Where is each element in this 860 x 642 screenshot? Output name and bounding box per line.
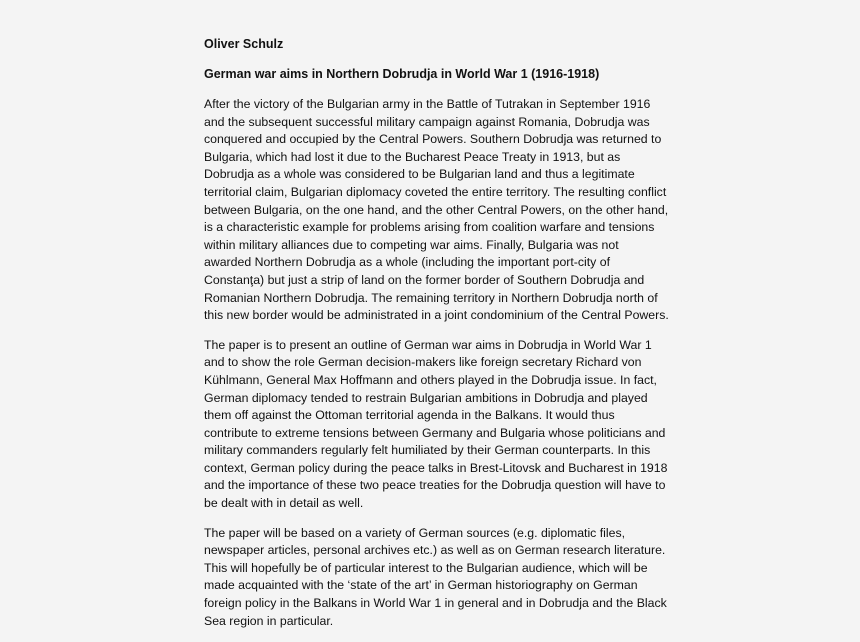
text-line: be dealt with in detail as well.	[204, 496, 364, 511]
text-line: contribute to extreme tensions between Germany and Bulgaria whose politicians and	[204, 425, 666, 440]
text-line: Kühlmann, General Max Hoffmann and others played in the Dobrudja issue. In fact,	[204, 372, 657, 387]
paragraph-1	[204, 96, 674, 325]
text-line: made acquainted with the ‘state of the art’ in German historiography on German	[204, 578, 638, 593]
text-line: Sea region in particular.	[204, 613, 334, 628]
text-line: conquered and occupied by the Central Powers. Southern Dobrudja was returned to	[204, 132, 662, 147]
text-line: Dobrudja as a whole was considered to be Bulgarian land and thus a legitimate	[204, 167, 635, 182]
text-line: is a characteristic example for problems arising from coalition warfare and tensions	[204, 220, 655, 235]
text-line: This will hopefully be of particular interest to the Bulgarian audience, which will be	[204, 560, 648, 575]
text-line: The paper will be based on a variety of German sources (e.g. diplomatic files,	[204, 525, 626, 540]
document-title: German war aims in Northern Dobrudja in World War 1 (1916-1918)	[204, 67, 600, 81]
text-line: Bulgaria, which had lost it due to the Bucharest Peace Treaty in 1913, but as	[204, 149, 621, 164]
text-line: between Bulgaria, on the one hand, and the other Central Powers, on the other hand,	[204, 202, 669, 217]
text-line: Constanţa) but just a strip of land on the former border of Southern Dobrudja and	[204, 272, 645, 287]
paragraph-3	[204, 525, 674, 631]
text-line: context, German policy during the peace talks in Brest-Litovsk and Bucharest in 1918	[204, 460, 668, 475]
text-line: foreign policy in the Balkans in World War 1 in general and in Dobrudja and the Black	[204, 596, 667, 611]
text-line: military commanders regularly felt humiliated by their German counterparts. In this	[204, 443, 651, 458]
text-line: awarded Northern Dobrudja as a whole (including the important port-city of	[204, 255, 611, 270]
text-line: Romanian Northern Dobrudja. The remaining territory in Northern Dobrudja north of	[204, 290, 658, 305]
paragraph-2	[204, 337, 674, 513]
text-line: and to show the role German decision-makers like foreign secretary Richard von	[204, 355, 642, 370]
text-line: and the subsequent successful military campaign against Romania, Dobrudja was	[204, 114, 650, 129]
text-line: this new border would be administrated in a joint condominium of the Central Powers.	[204, 308, 669, 323]
document-body	[204, 36, 674, 642]
text-line: German diplomacy tended to restrain Bulgarian ambitions in Dobrudja and played	[204, 390, 648, 405]
text-line: territorial claim, Bulgarian diplomacy coveted the entire territory. The resulting conflict	[204, 184, 667, 199]
text-line: them off against the Ottoman territorial agenda in the Balkans. It would thus	[204, 408, 615, 423]
text-line: The paper is to present an outline of German war aims in Dobrudja in World War 1	[204, 337, 652, 352]
text-line: and the importance of these two peace treaties for the Dobrudja question will have to	[204, 478, 666, 493]
text-line: After the victory of the Bulgarian army in the Battle of Tutrakan in September 1916	[204, 97, 651, 111]
text-line: newspaper articles, personal archives etc.) as well as on German research literature.	[204, 543, 666, 558]
author-name: Oliver Schulz	[204, 37, 284, 51]
text-line: within military alliances due to competing war aims. Finally, Bulgaria was not	[204, 237, 619, 252]
